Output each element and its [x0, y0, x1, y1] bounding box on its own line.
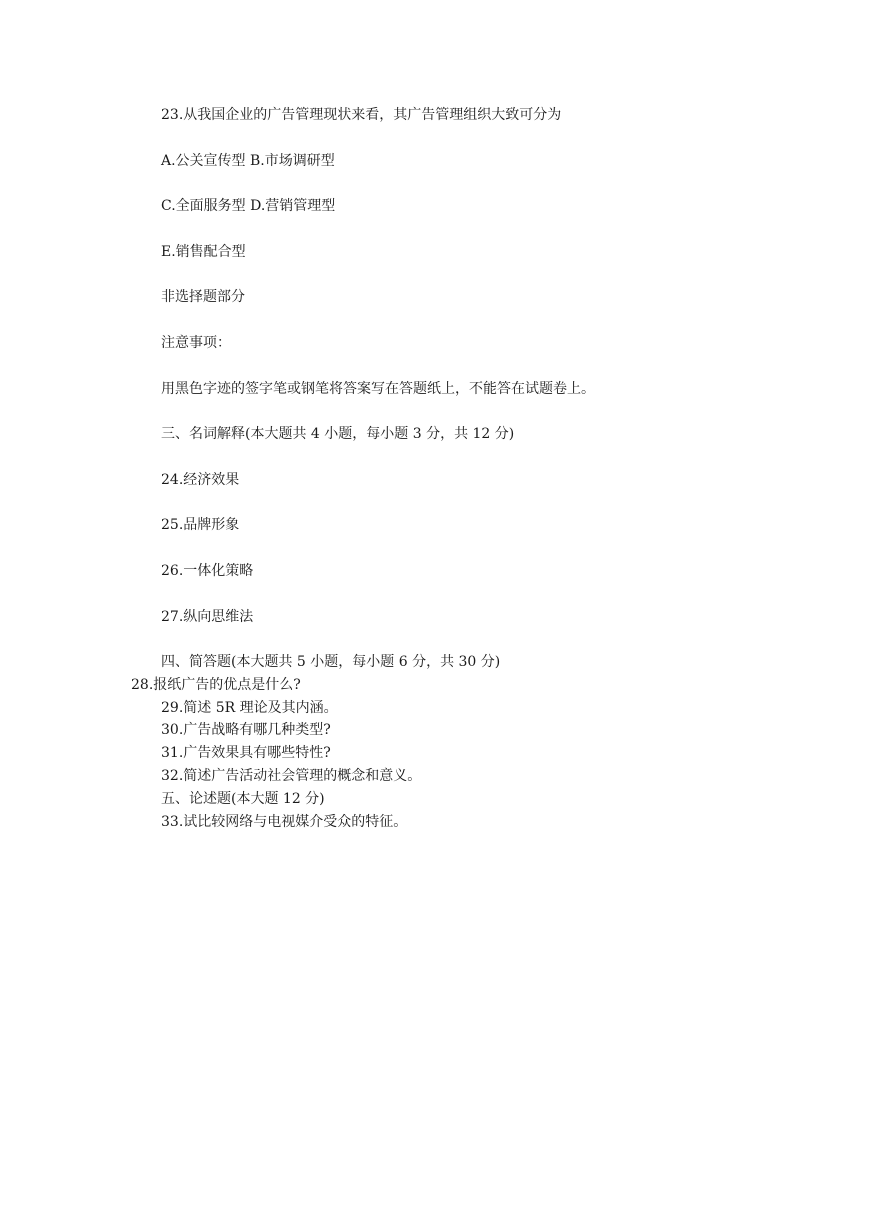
- section-heading-terms: 三、名词解释(本大题共 4 小题，每小题 3 分，共 12 分): [161, 426, 515, 443]
- section-heading-non-choice: 非选择题部分: [161, 289, 245, 306]
- question-26: 26.一体化策略: [161, 562, 254, 579]
- question-31: 31.广告效果具有哪些特性?: [161, 745, 331, 762]
- question-24: 24.经济效果: [161, 471, 240, 488]
- section-heading-essay: 五、论述题(本大题 12 分): [161, 790, 325, 807]
- question-30: 30.广告战略有哪几种类型?: [161, 722, 331, 739]
- question-block-tight: [0, 651, 869, 833]
- notice-text: 用黑色字迹的签字笔或钢笔将答案写在答题纸上，不能答在试题卷上。: [161, 380, 595, 397]
- notice-heading: 注意事项：: [161, 334, 231, 351]
- option-a-b: A.公关宣传型 B.市场调研型: [161, 152, 335, 169]
- question-27: 27.纵向思维法: [161, 608, 254, 625]
- option-e: E.销售配合型: [161, 243, 246, 260]
- question-25: 25.品牌形象: [161, 517, 240, 534]
- question-33: 33.试比较网络与电视媒介受众的特征。: [161, 813, 408, 830]
- section-heading-short-answer: 四、简答题(本大题共 5 小题，每小题 6 分，共 30 分): [161, 654, 501, 670]
- question-28: 28.报纸广告的优点是什么?: [131, 676, 301, 693]
- question-29: 29.简述 5R 理论及其内涵。: [161, 699, 338, 716]
- option-c-d: C.全面服务型 D.营销管理型: [161, 198, 336, 215]
- question-32: 32.简述广告活动社会管理的概念和意义。: [161, 767, 422, 784]
- question-block-spaced: [161, 104, 841, 651]
- question-23: 23.从我国企业的广告管理现状来看，其广告管理组织大致可分为: [161, 107, 562, 123]
